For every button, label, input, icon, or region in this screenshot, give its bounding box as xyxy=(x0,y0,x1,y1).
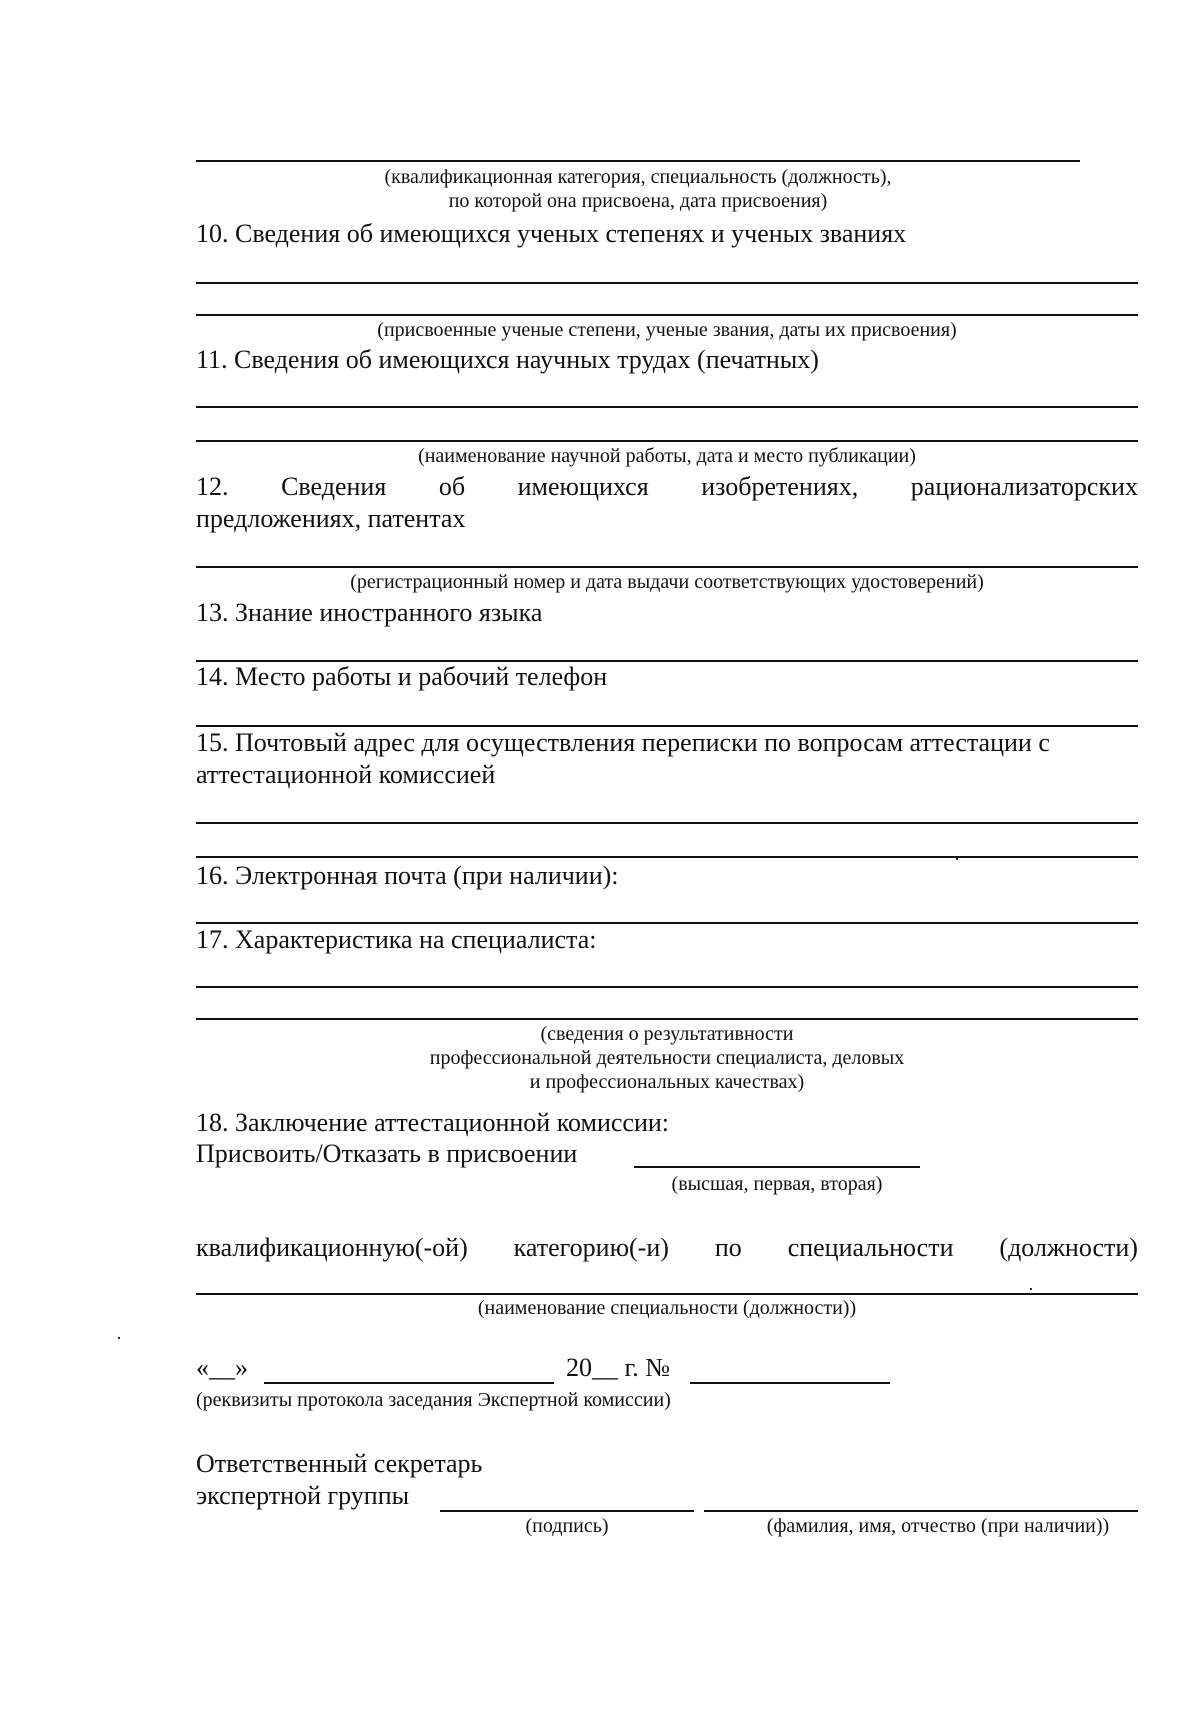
caption-degrees: (присвоенные ученые степени, ученые звания, даты их присвоения) xyxy=(377,319,957,341)
date-day: «__» xyxy=(196,1353,248,1382)
item-16-label: 16. Электронная почта (при наличии): xyxy=(196,861,619,890)
item-12-word: рационализаторских xyxy=(910,472,1138,501)
item-12-word: об xyxy=(438,472,466,501)
item-10-label: 10. Сведения об имеющихся ученых степенях и ученых званиях xyxy=(196,219,907,248)
fill-line-works-1[interactable] xyxy=(196,406,1138,408)
item-14-label: 14. Место работы и рабочий телефон xyxy=(196,662,608,691)
fill-line-characteristic-2[interactable] xyxy=(196,1018,1138,1020)
fill-line-degrees-1[interactable] xyxy=(196,282,1138,284)
item-15-line-1: 15. Почтовый адрес для осуществления переписки по вопросам аттестации с xyxy=(196,728,1050,757)
fill-line-works-2[interactable] xyxy=(196,440,1138,442)
caption-characteristic-line-1: (сведения о результативности xyxy=(540,1023,794,1045)
item-12-word: изобретениях, xyxy=(701,472,859,501)
qualification-category-line xyxy=(196,1232,1138,1264)
scan-speck xyxy=(118,1337,120,1339)
item-12-word: Сведения xyxy=(281,472,387,501)
item-15-line-2: аттестационной комиссией xyxy=(196,760,496,789)
caption-characteristic-line-3: и профессиональных качествах) xyxy=(529,1071,805,1093)
item-11-label: 11. Сведения об имеющихся научных трудах (печатных) xyxy=(196,345,819,374)
fill-line-address-2[interactable] xyxy=(196,856,1138,858)
item-12-line-2: предложениях, патентах xyxy=(196,504,466,533)
fill-line-protocol-number[interactable] xyxy=(690,1382,890,1384)
qual-word: (должности) xyxy=(999,1233,1138,1262)
fill-line-characteristic-1[interactable] xyxy=(196,986,1138,988)
assign-text: Присвоить/Отказать в присвоении xyxy=(196,1139,578,1168)
secretary-title-line-2: экспертной группы xyxy=(196,1481,410,1510)
caption-specialty: (наименование специальности (должности)) xyxy=(477,1297,857,1319)
item-12-word: 12. xyxy=(196,472,229,501)
secretary-title-line-1: Ответственный секретарь xyxy=(196,1449,483,1478)
caption-category: (высшая, первая, вторая) xyxy=(671,1173,883,1195)
item-12-word: имеющихся xyxy=(517,472,649,501)
item-12-line-1 xyxy=(196,471,1138,503)
qual-word: специальности xyxy=(787,1233,954,1262)
fill-line-date-month[interactable] xyxy=(264,1382,554,1384)
fill-line-inventions[interactable] xyxy=(196,566,1138,568)
item-18-label: 18. Заключение аттестационной комиссии: xyxy=(196,1108,670,1137)
caption-characteristic xyxy=(196,1022,1138,1094)
fill-line-address-1[interactable] xyxy=(196,822,1138,824)
qual-word: категорию(-и) xyxy=(513,1233,669,1262)
qual-word: по xyxy=(714,1233,742,1262)
caption-signature: (подпись) xyxy=(525,1515,609,1537)
caption-fullname: (фамилия, имя, отчество (при наличии)) xyxy=(766,1515,1110,1537)
caption-protocol: (реквизиты протокола заседания Экспертной комиссии) xyxy=(196,1389,671,1411)
caption-qualification-line-1: (квалификационная категория, специальность (должность), xyxy=(384,166,892,188)
scan-speck xyxy=(1030,1288,1032,1290)
item-13-label: 13. Знание иностранного языка xyxy=(196,598,543,627)
caption-qualification-line-2: по которой она присвоена, дата присвоения) xyxy=(448,190,828,212)
scan-speck xyxy=(956,858,958,860)
fill-line-degrees-2[interactable] xyxy=(196,314,1138,316)
caption-works: (наименование научной работы, дата и место публикации) xyxy=(418,445,916,467)
fill-line-qualification[interactable] xyxy=(196,160,1080,162)
fill-line-specialty[interactable] xyxy=(196,1293,1138,1295)
fill-line-category[interactable] xyxy=(634,1166,920,1168)
date-year-number: 20__ г. № xyxy=(566,1353,671,1382)
caption-characteristic-line-2: профессиональной деятельности специалиста, деловых xyxy=(429,1047,905,1069)
caption-qualification xyxy=(196,165,1080,213)
item-17-label: 17. Характеристика на специалиста: xyxy=(196,925,597,954)
caption-inventions: (регистрационный номер и дата выдачи соответствующих удостоверений) xyxy=(350,571,984,593)
fill-line-fullname[interactable] xyxy=(704,1510,1138,1512)
qual-word: квалификационную(-ой) xyxy=(196,1233,468,1262)
fill-line-signature[interactable] xyxy=(440,1510,694,1512)
